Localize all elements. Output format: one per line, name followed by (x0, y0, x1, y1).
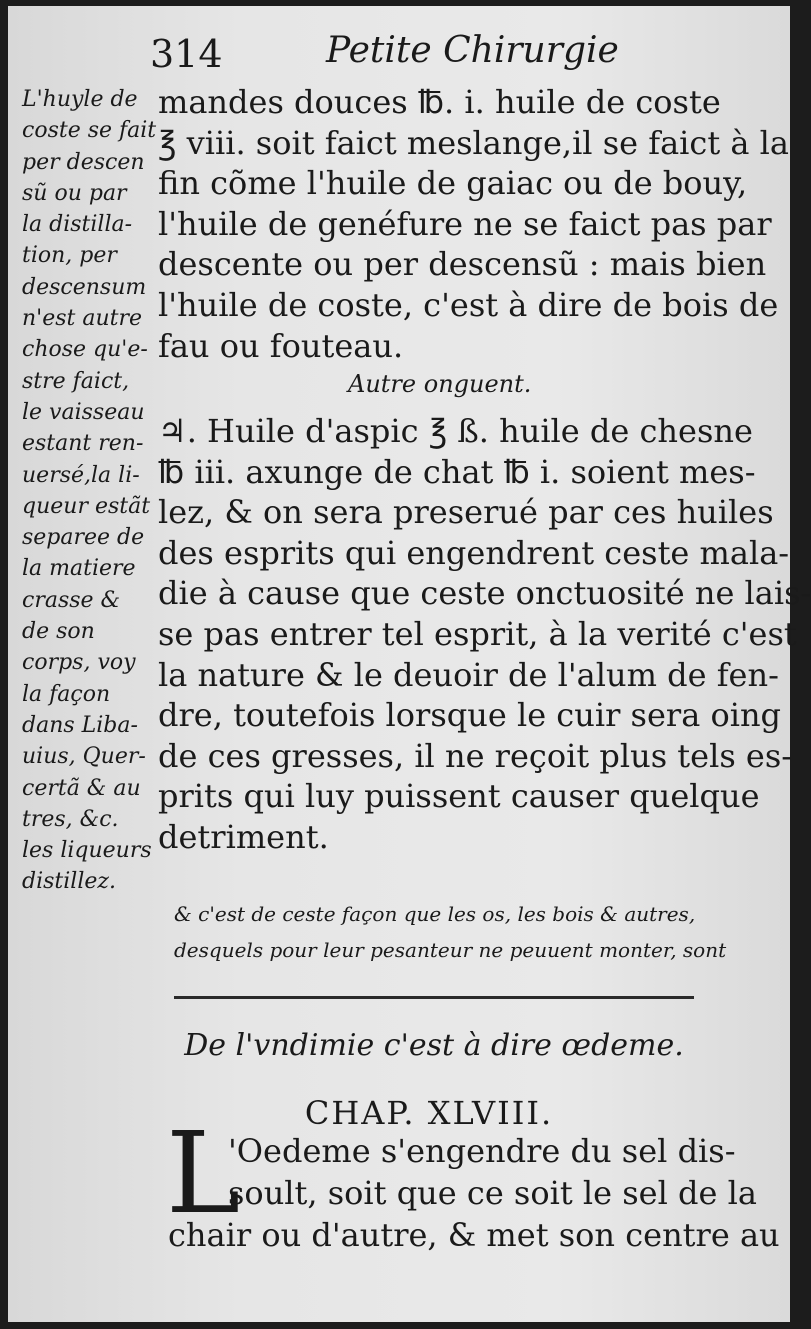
margin-note-line: coste se fait (22, 118, 157, 144)
margin-note-line: tres, &c. (22, 806, 119, 832)
margin-note-line: distillez. (22, 869, 116, 895)
text-line: dre, toutefois lorsque le cuir sera oing (158, 696, 782, 735)
margin-note-line: sũ ou par (22, 180, 127, 206)
margin-note-line: corps, voy (22, 650, 136, 676)
italic-note (174, 896, 734, 968)
drop-cap: L (166, 1109, 241, 1239)
margin-note-line: crasse & (22, 587, 121, 613)
text-line: ℥ viii. soit faict meslange,il se faict à la (158, 123, 789, 162)
margin-note-line: stre faict, (22, 368, 130, 394)
text-line: de ces gresses, il ne reçoit plus tels es- (158, 736, 793, 775)
running-title: Petite Chirurgie (326, 30, 619, 71)
margin-note-line: separee de (22, 525, 145, 551)
text-line: l'huile de coste, c'est à dire de bois de (158, 285, 779, 324)
page-number: 314 (150, 32, 223, 76)
margin-note-line: estant ren- (22, 431, 144, 457)
text-line: ℔ iii. axunge de chat ℔ i. soient mes- (158, 452, 756, 491)
margin-note-line: descensum (22, 274, 147, 300)
note-line: & c'est de ceste façon que les os, les bois & autres, (174, 902, 696, 926)
page-header (8, 26, 790, 76)
text-line: ♃. Huile d'aspic ℥ ß. huile de chesne (158, 412, 753, 450)
text-line: fau ou fouteau. (158, 326, 404, 365)
margin-note-line: de son (22, 619, 95, 645)
margin-note-line: queur estãt (22, 493, 151, 519)
margin-note-line: la façon (22, 681, 111, 707)
text-line: lez, & on sera preserué par ces huiles (158, 493, 774, 532)
margin-note-line: per descen (22, 149, 145, 175)
text-line: se pas entrer tel esprit, à la verité c'est (158, 614, 797, 653)
text-line: 'Oedeme s'engendre du sel dis- (228, 1132, 736, 1170)
section-title: De l'vndimie c'est à dire œdeme. (184, 1028, 684, 1063)
margin-note-line: uius, Quer- (22, 744, 146, 770)
margin-note-line: uersé,la li- (22, 462, 140, 488)
text-line: detriment. (158, 817, 329, 856)
chapter-paragraph (168, 1130, 780, 1256)
text-line: soult, soit que ce soit le sel de la (228, 1174, 757, 1212)
text-line: l'huile de genéfure ne se faict pas par (158, 204, 772, 243)
margin-note-line: tion, per (22, 243, 117, 269)
text-line: des esprits qui engendrent ceste mala- (158, 533, 790, 572)
margin-note-line: L'huyle de (22, 87, 138, 112)
margin-notes (22, 84, 162, 898)
text-line: mandes douces ℔. i. huile de coste (158, 83, 721, 121)
text-line: fin cõme l'huile de gaiac ou de bouy, (158, 164, 748, 203)
margin-note-line: la distilla- (22, 212, 133, 238)
text-line: die à cause que ceste onctuosité ne lais- (158, 574, 811, 613)
chapter-heading: CHAP. XLVIII. (304, 1094, 554, 1132)
text-line: prits qui luy puissent causer quelque (158, 777, 760, 816)
recipe-subheading: Autre onguent. (348, 370, 532, 398)
margin-note-line: certã & au (22, 775, 141, 801)
text-line: chair ou d'autre, & met son centre au (168, 1216, 780, 1254)
note-line: desquels pour leur pesanteur ne peuuent monter, sont (174, 938, 727, 962)
margin-note-line: n'est autre (22, 306, 143, 332)
margin-note-line: chose qu'e- (22, 337, 148, 363)
text-line: descente ou per descensũ : mais bien (158, 245, 767, 284)
margin-note-line: les liqueurs (22, 838, 152, 864)
text-line: la nature & le deuoir de l'alum de fen- (158, 655, 779, 694)
margin-note-line: le vaisseau (22, 399, 145, 425)
margin-note-line: la matiere (22, 556, 136, 582)
main-paragraph (158, 82, 789, 366)
margin-note-line: dans Liba- (22, 712, 138, 738)
book-page (8, 6, 811, 1322)
section-divider (174, 996, 694, 999)
recipe-paragraph (158, 411, 811, 858)
